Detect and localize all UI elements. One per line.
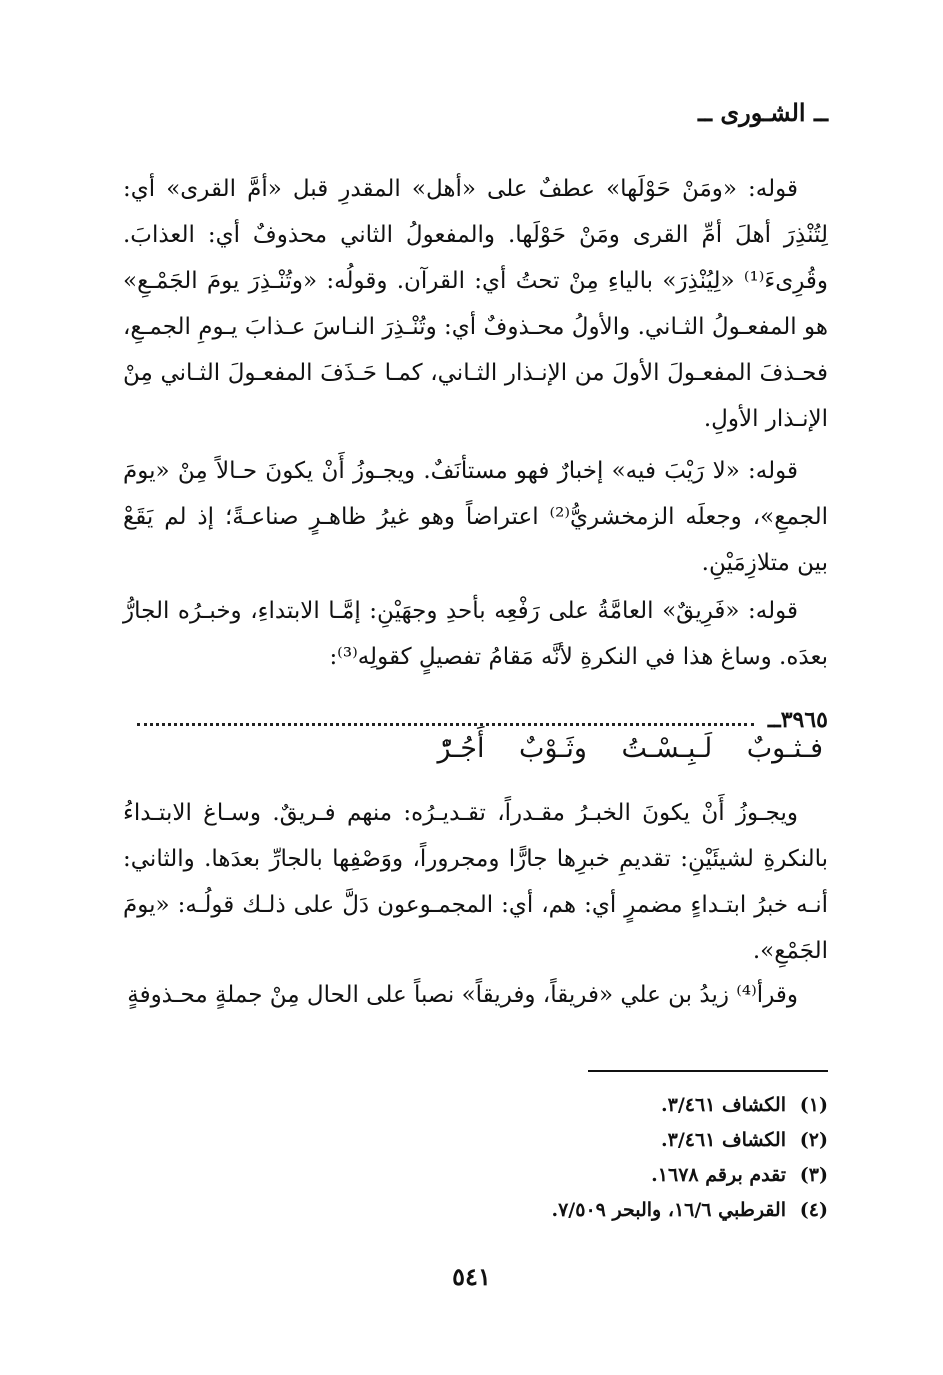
footnote-number: (٢) — [799, 1129, 828, 1151]
page-number: ٥٤١ — [452, 1262, 491, 1291]
footnote — [123, 1088, 828, 1123]
footnotes-list — [123, 1088, 828, 1228]
footnote-number: (٤) — [799, 1199, 828, 1221]
paragraph-1: قوله: «ومَنْ حَوْلَها» عطفٌ على «أهل» المقدرِ قبل «أمَّ القرى» أي: لِتُنْذِرَ أهلَ أمِّ القرى ومَنْ حَوْلَها. والمفعولُ الثاني محذوفٌ أي: العذابَ. وقُرِىءَ⁽¹⁾ «لِيُنْذِرَ» بالياءِ مِنْ تحتُ أي: القرآن. وقولُه: «وتُنْـذِرَ يومَ الجَمْـعِ» هو المفعـولُ الثـاني. والأولُ محـذوفٌ أي: وتُنْـذِرَ النـاسَ عـذابَ يـومِ الجمـعِ، فحـذفَ المفعـولَ الأولَ من الإنـذار الثـاني، كمـا حَـذَفَ المفعـولَ الثـاني مِنْ الإنـذار الأولِ. — [123, 176, 828, 432]
paragraph-5: وقرأ⁽⁴⁾ زيدُ بن علي «فريقاً، وفريقاً» نصباً على الحال مِنْ جملةٍ محـذوفةٍ — [127, 982, 798, 1008]
paragraph-3: قوله: «فَرِيقٌ» العامَّةُ على رَفْعِه بأحدِ وجهَيْنِ: إمَّـا الابتداءِ، وخبـرُه الجارُّ بعدَه. وساغ هذا في النكرةِ لأنَّه مَقامُ تفصيلٍ كقولِه⁽³⁾: — [123, 598, 828, 670]
footnote-number: (١) — [799, 1094, 828, 1116]
paragraph-2: قوله: «لا رَيْبَ فيه» إخبارٌ فهو مستأنَفٌ. ويجـوزُ أَنْ يكونَ حـالاً مِنْ «يومَ الجمعِ»، وجعلَه الزمخشريُّ⁽²⁾ اعتراضاً وهو غيرُ ظاهـرٍ صناعـةً؛ إذ لم يَقَعْ بين متلازِمَيْنِ. — [123, 458, 828, 576]
footnote-number: (٣) — [799, 1164, 828, 1186]
running-header: ــ الشـورى ــ — [697, 98, 828, 127]
poetry-verse: فـثـوبٌ لَـبِـسْـتُ وثَـوْبٌ أَجُـرّْ — [437, 733, 823, 764]
footnote-text: الكشاف ٣/٤٦١. — [660, 1129, 786, 1151]
footnote-text: تقدم برقم ١٦٧٨. — [651, 1164, 786, 1186]
footnote — [123, 1123, 828, 1158]
footnote-separator — [588, 1070, 828, 1072]
footnote-text: الكشاف ٣/٤٦١. — [660, 1094, 786, 1116]
verse-number: ٣٩٦٥ــ — [767, 707, 828, 733]
footnote — [123, 1193, 828, 1228]
footnote — [123, 1158, 828, 1193]
paragraph-4: ويجـوزُ أَنْ يكونَ الخبـرُ مقـدراً، تقـديـرُه: منهم فـريقٌ. وسـاغ الابتـداءُ بالنكرةِ لشيئَيْنِ: تقديمِ خبرِها جارًّا ومجروراً، ووَصْفِها بالجارِّ بعدَها. والثاني: أنـه خبرُ ابتـداءٍ مضمرٍ أي: هم، أي: المجمـوعون دَلَّ على ذلـك قولُـه: «يومَ الجَمْعِ». — [123, 800, 828, 964]
dotted-line — [137, 715, 754, 726]
footnote-text: القرطبي ١٦/٦، والبحر ٧/٥٠٩. — [551, 1199, 786, 1221]
